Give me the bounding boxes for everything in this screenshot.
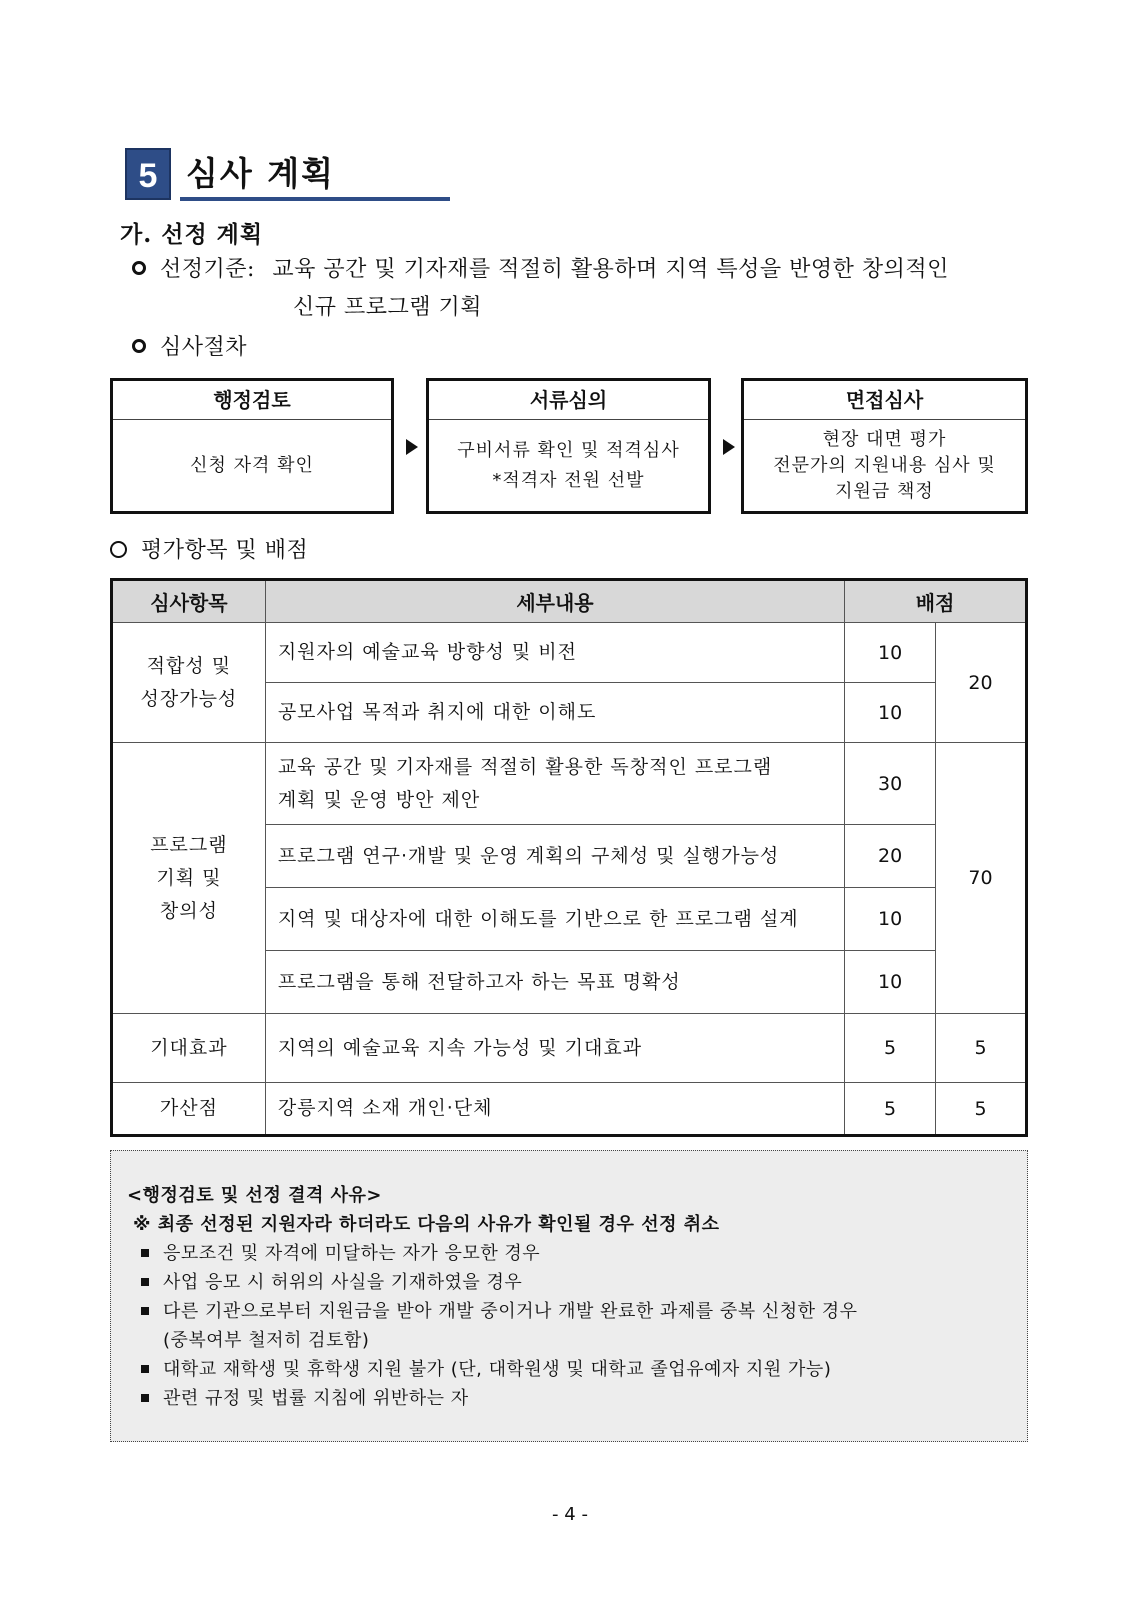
criteria-text-2: 신규 프로그램 기획 xyxy=(293,295,483,320)
header-details: 세부내용 xyxy=(265,580,844,623)
detail-cell: 지역의 예술교육 지속 가능성 및 기대효과 xyxy=(265,1014,844,1083)
category-line: 성장가능성 xyxy=(140,687,238,710)
category-line: 적합성 및 xyxy=(146,654,232,677)
section-title: 심사 계획 xyxy=(186,154,336,193)
arrow-right-icon xyxy=(723,439,735,455)
subsection-title: 가. 선정 계획 xyxy=(120,221,264,248)
score-cell: 20 xyxy=(845,825,936,888)
notice-item xyxy=(127,1239,1011,1268)
score-cell: 30 xyxy=(845,743,936,825)
detail-cell: 지역 및 대상자에 대한 이해도를 기반으로 한 프로그램 설계 xyxy=(265,888,844,951)
detail-line: 교육 공간 및 기자재를 적절히 활용한 독창적인 프로그램 xyxy=(277,755,773,778)
criteria-text-1: 교육 공간 및 기자재를 적절히 활용하며 지역 특성을 반영한 창의적인 xyxy=(272,257,949,282)
process-step-line: 신청 자격 확인 xyxy=(190,455,314,476)
notice-subtitle: ※ 최종 선정된 지원자라 하더라도 다음의 사유가 확인될 경우 선정 취소 xyxy=(133,1214,720,1235)
total-cell: 5 xyxy=(936,1014,1027,1083)
notice-item-text: 응모조건 및 자격에 미달하는 자가 응모한 경우 xyxy=(163,1243,541,1264)
square-bullet-icon xyxy=(141,1394,149,1402)
detail-line: 계획 및 운영 방안 제안 xyxy=(277,788,481,811)
process-step-line: 전문가의 지원내용 심사 및 xyxy=(773,455,996,476)
procedure-label: 심사절차 xyxy=(160,335,248,360)
notice-item xyxy=(127,1384,1011,1413)
notice-item xyxy=(127,1268,1011,1297)
category-line: 프로그램 xyxy=(150,833,228,856)
total-cell: 20 xyxy=(936,623,1027,743)
process-step-title: 서류심의 xyxy=(429,381,708,420)
square-bullet-icon xyxy=(141,1307,149,1315)
square-bullet-icon xyxy=(141,1278,149,1286)
criteria-label: 선정기준: xyxy=(160,257,255,282)
section-title-underline xyxy=(180,197,450,201)
notice-item-text: 관련 규정 및 법률 지침에 위반하는 자 xyxy=(163,1388,469,1409)
circle-bullet-icon xyxy=(110,541,127,558)
table-header-row xyxy=(112,580,1027,623)
category-cell: 기대효과 xyxy=(112,1014,266,1083)
process-step-body xyxy=(429,420,708,512)
eval-heading xyxy=(110,533,308,564)
category-line: 기획 및 xyxy=(156,866,222,889)
table-row xyxy=(112,743,1027,825)
notice-item xyxy=(127,1355,1011,1384)
process-step-title: 면접심사 xyxy=(744,381,1025,420)
process-step-line: 현장 대면 평가 xyxy=(822,429,947,450)
procedure-heading xyxy=(132,330,247,361)
detail-cell: 프로그램을 통해 전달하고자 하는 목표 명확성 xyxy=(265,951,844,1014)
score-cell: 10 xyxy=(845,683,936,743)
circle-bullet-icon xyxy=(132,261,146,275)
category-cell: 가산점 xyxy=(112,1083,266,1136)
process-step-line: 지원금 책정 xyxy=(835,481,934,502)
score-cell: 10 xyxy=(845,623,936,683)
process-step-line: *적격자 전원 선발 xyxy=(492,470,645,491)
detail-cell: 지원자의 예술교육 방향성 및 비전 xyxy=(265,623,844,683)
notice-title: <행정검토 및 선정 결격 사유> xyxy=(127,1185,382,1206)
disqualification-notice-box xyxy=(110,1150,1028,1442)
process-step-interview xyxy=(741,378,1028,514)
circle-bullet-icon xyxy=(132,339,146,353)
criteria-line xyxy=(132,252,949,283)
score-cell: 10 xyxy=(845,951,936,1014)
score-cell: 5 xyxy=(845,1083,936,1136)
process-step-admin-review xyxy=(110,378,394,514)
notice-item-text: 대학교 재학생 및 휴학생 지원 불가 (단, 대학원생 및 대학교 졸업유예자 지원 가능) xyxy=(163,1359,832,1380)
process-step-body xyxy=(113,420,391,512)
category-cell xyxy=(112,743,266,1014)
arrow-right-icon xyxy=(406,439,418,455)
process-step-body xyxy=(744,420,1025,512)
process-step-line: 구비서류 확인 및 적격심사 xyxy=(457,440,680,461)
square-bullet-icon xyxy=(141,1249,149,1257)
score-cell: 10 xyxy=(845,888,936,951)
detail-cell: 공모사업 목적과 취지에 대한 이해도 xyxy=(265,683,844,743)
header-category: 심사항목 xyxy=(112,580,266,623)
page-number: - 4 - xyxy=(552,1504,588,1525)
total-cell: 70 xyxy=(936,743,1027,1014)
notice-item-text: 사업 응모 시 허위의 사실을 기재하였을 경우 xyxy=(163,1272,523,1293)
total-cell: 5 xyxy=(936,1083,1027,1136)
notice-item xyxy=(127,1297,1011,1326)
notice-item-continuation: (중복여부 철저히 검토함) xyxy=(163,1330,370,1351)
square-bullet-icon xyxy=(141,1365,149,1373)
process-step-document-review xyxy=(426,378,711,514)
header-score: 배점 xyxy=(845,580,1027,623)
detail-cell: 강릉지역 소재 개인·단체 xyxy=(265,1083,844,1136)
eval-label: 평가항목 및 배점 xyxy=(141,538,309,563)
category-cell xyxy=(112,623,266,743)
evaluation-table xyxy=(110,578,1028,1137)
detail-cell xyxy=(265,743,844,825)
table-row xyxy=(112,1014,1027,1083)
category-line: 창의성 xyxy=(159,899,218,922)
detail-cell: 프로그램 연구·개발 및 운영 계획의 구체성 및 실행가능성 xyxy=(265,825,844,888)
score-cell: 5 xyxy=(845,1014,936,1083)
table-row xyxy=(112,623,1027,683)
process-step-title: 행정검토 xyxy=(113,381,391,420)
section-number-badge: 5 xyxy=(125,148,171,200)
notice-item-text: 다른 기관으로부터 지원금을 받아 개발 중이거나 개발 완료한 과제를 중복 신청한 경우 xyxy=(163,1301,858,1322)
table-row xyxy=(112,1083,1027,1136)
